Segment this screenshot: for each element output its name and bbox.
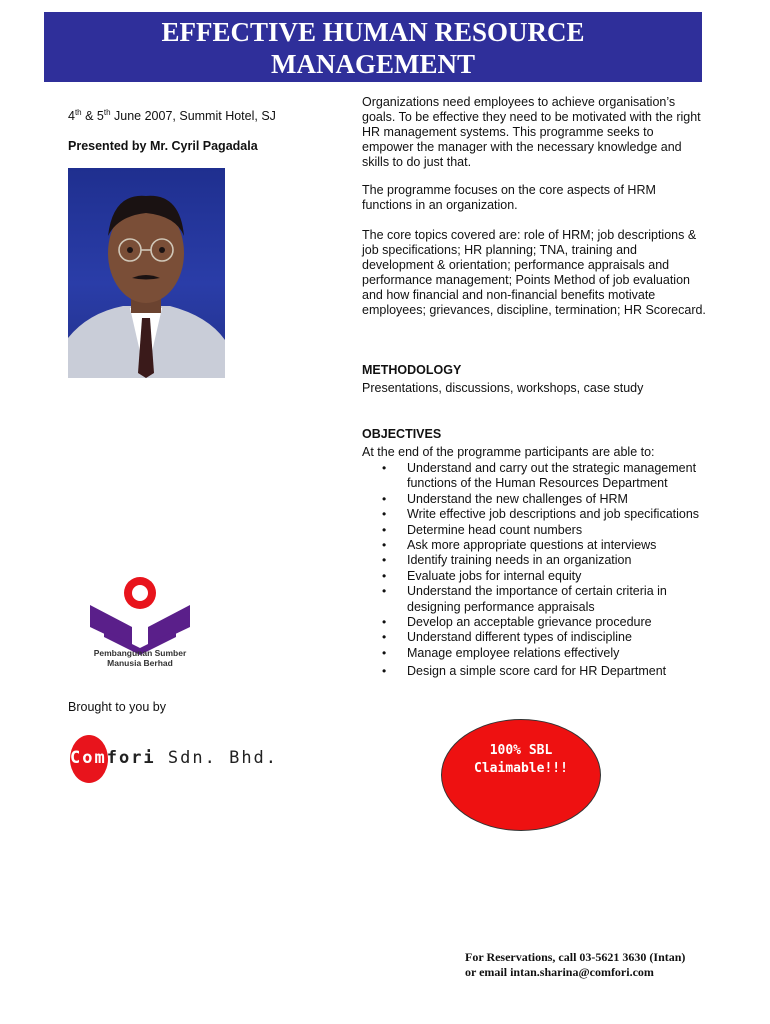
list-item: • Write effective job descriptions and job specifications	[382, 507, 707, 522]
event-date: 4th & 5th June 2007, Summit Hotel, SJ	[68, 108, 276, 124]
list-item: • Determine head count numbers	[382, 523, 707, 538]
intro-paragraph-3: The core topics covered are: role of HRM; job descriptions & job specifications; HR planning; TNA, training and development & orientation; performance appraisals and performance management; Points Method of job evaluation and how financial and non-financial benefits motivate employees; grievances, discipline, termination; HR Scorecard.	[362, 228, 706, 317]
sbl-claimable-badge	[441, 719, 601, 831]
objectives-intro: At the end of the programme participants are able to:	[362, 445, 655, 459]
list-item: • Understand the importance of certain criteria in designing performance appraisals	[382, 584, 707, 615]
sbl-line-2: Claimable!!!	[474, 761, 568, 776]
list-item: • Ask more appropriate questions at interviews	[382, 538, 707, 553]
psmb-logo-text: Pembangunan Sumber Manusia Berhad	[93, 648, 187, 668]
title-line-1: EFFECTIVE HUMAN RESOURCE	[161, 17, 585, 47]
comfori-company-name: Comfori Sdn. Bhd.	[70, 748, 279, 768]
methodology-heading: METHODOLOGY	[362, 363, 462, 377]
sbl-line-1: 100% SBL	[489, 743, 553, 758]
list-item: • Manage employee relations effectively	[382, 646, 707, 661]
list-item: • Understand different types of indiscipline	[382, 630, 707, 645]
list-item: • Evaluate jobs for internal equity	[382, 569, 707, 584]
objectives-list	[382, 461, 707, 680]
list-item: • Identify training needs in an organization	[382, 553, 707, 568]
presenter-photo	[68, 168, 225, 378]
list-item: • Understand and carry out the strategic management functions of the Human Resources Department	[382, 461, 707, 492]
methodology-text: Presentations, discussions, workshops, case study	[362, 381, 644, 395]
reservation-email: or email intan.sharina@comfori.com	[465, 965, 654, 979]
brought-by-label: Brought to you by	[68, 700, 166, 714]
list-item: • Design a simple score card for HR Department	[382, 664, 707, 679]
objectives-heading: OBJECTIVES	[362, 427, 442, 441]
reservation-phone: For Reservations, call 03-5621 3630 (Intan)	[465, 950, 686, 964]
intro-paragraph-1: Organizations need employees to achieve organisation’s goals. To be effective they need to be motivated with the right HR management systems. This programme seeks to empower the manager with the necessary knowledge and skills to do just that.	[362, 95, 701, 169]
intro-paragraph-2: The programme focuses on the core aspects of HRM functions in an organization.	[362, 183, 656, 212]
presenter-name: Presented by Mr. Cyril Pagadala	[68, 139, 258, 153]
title-line-2: MANAGEMENT	[271, 49, 475, 79]
list-item: • Develop an acceptable grievance procedure	[382, 615, 707, 630]
title-banner	[44, 12, 702, 82]
reservation-info	[465, 950, 765, 980]
list-item: • Understand the new challenges of HRM	[382, 492, 707, 507]
